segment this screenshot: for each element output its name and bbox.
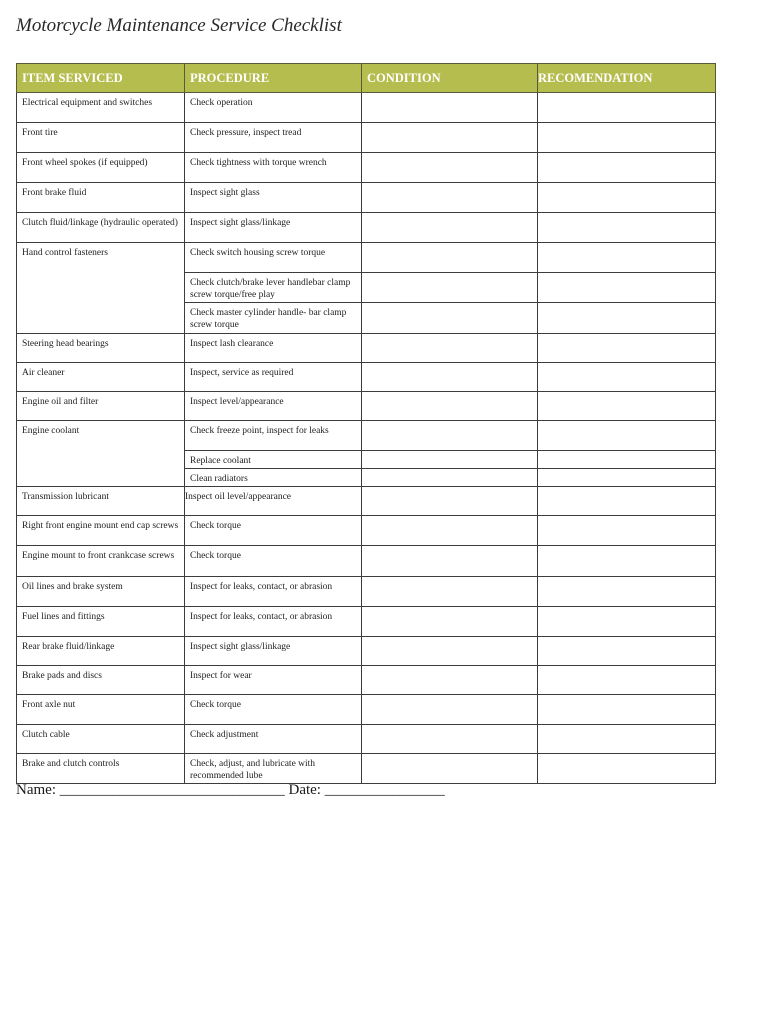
procedure-cell: Inspect sight glass <box>185 183 362 213</box>
recomendation-cell[interactable] <box>538 183 716 213</box>
item-serviced-cell: Air cleaner <box>17 363 185 392</box>
date-line[interactable]: ________________ <box>324 782 445 798</box>
recomendation-cell[interactable] <box>538 213 716 243</box>
procedure-cell: Check adjustment <box>185 725 362 754</box>
table-row <box>17 213 716 243</box>
condition-cell[interactable] <box>362 516 538 546</box>
table-row <box>17 546 716 577</box>
recomendation-cell[interactable] <box>538 637 716 666</box>
condition-cell[interactable] <box>362 546 538 577</box>
table-row <box>17 637 716 666</box>
name-label: Name: <box>16 782 56 798</box>
table-row <box>17 392 716 421</box>
procedure-cell: Check torque <box>185 516 362 546</box>
column-header-item-serviced: ITEM SERVICED <box>17 64 185 93</box>
item-serviced-cell: Front brake fluid <box>17 183 185 213</box>
table-header-row <box>17 64 716 93</box>
item-serviced-cell: Front tire <box>17 123 185 153</box>
procedure-cell: Check tightness with torque wrench <box>185 153 362 183</box>
recomendation-cell[interactable] <box>538 516 716 546</box>
item-serviced-cell: Right front engine mount end cap screws <box>17 516 185 546</box>
table-row <box>17 487 716 516</box>
recomendation-cell[interactable] <box>538 487 716 516</box>
procedure-cell: Inspect oil level/appearance <box>185 487 362 516</box>
condition-cell[interactable] <box>362 93 538 123</box>
procedure-cell: Check torque <box>185 695 362 725</box>
item-serviced-cell: Engine oil and filter <box>17 392 185 421</box>
column-header-recomendation: RECOMENDATION <box>538 64 716 93</box>
item-serviced-cell: Hand control fasteners <box>17 243 185 334</box>
table-row <box>17 153 716 183</box>
recomendation-cell[interactable] <box>538 334 716 363</box>
item-serviced-cell: Oil lines and brake system <box>17 577 185 607</box>
recomendation-cell[interactable] <box>538 469 716 487</box>
procedure-cell: Replace coolant <box>185 451 362 469</box>
procedure-cell: Check, adjust, and lubricate with recommended lube <box>185 754 362 784</box>
recomendation-cell[interactable] <box>538 725 716 754</box>
table-row <box>17 123 716 153</box>
item-serviced-cell: Clutch cable <box>17 725 185 754</box>
recomendation-cell[interactable] <box>538 243 716 273</box>
procedure-cell: Check freeze point, inspect for leaks <box>185 421 362 451</box>
recomendation-cell[interactable] <box>538 577 716 607</box>
procedure-cell: Clean radiators <box>185 469 362 487</box>
table-row <box>17 577 716 607</box>
condition-cell[interactable] <box>362 213 538 243</box>
page-title: Motorcycle Maintenance Service Checklist <box>16 15 342 36</box>
item-serviced-cell: Engine coolant <box>17 421 185 487</box>
column-header-condition: CONDITION <box>362 64 538 93</box>
condition-cell[interactable] <box>362 754 538 784</box>
table-row <box>17 183 716 213</box>
condition-cell[interactable] <box>362 666 538 695</box>
procedure-cell: Inspect for wear <box>185 666 362 695</box>
condition-cell[interactable] <box>362 469 538 487</box>
item-serviced-cell: Fuel lines and fittings <box>17 607 185 637</box>
table-row <box>17 516 716 546</box>
procedure-cell: Check operation <box>185 93 362 123</box>
procedure-cell: Inspect for leaks, contact, or abrasion <box>185 577 362 607</box>
condition-cell[interactable] <box>362 334 538 363</box>
signature-footer <box>16 782 445 799</box>
condition-cell[interactable] <box>362 695 538 725</box>
table-row <box>17 666 716 695</box>
procedure-cell: Inspect sight glass/linkage <box>185 637 362 666</box>
table-row <box>17 363 716 392</box>
procedure-cell: Inspect level/appearance <box>185 392 362 421</box>
procedure-cell: Inspect lash clearance <box>185 334 362 363</box>
recomendation-cell[interactable] <box>538 123 716 153</box>
item-serviced-cell: Clutch fluid/linkage (hydraulic operated) <box>17 213 185 243</box>
condition-cell[interactable] <box>362 273 538 303</box>
recomendation-cell[interactable] <box>538 695 716 725</box>
item-serviced-cell: Brake pads and discs <box>17 666 185 695</box>
date-label: Date: <box>288 782 321 798</box>
condition-cell[interactable] <box>362 243 538 273</box>
procedure-cell: Inspect, service as required <box>185 363 362 392</box>
item-serviced-cell: Brake and clutch controls <box>17 754 185 784</box>
item-serviced-cell: Transmission lubricant <box>17 487 185 516</box>
condition-cell[interactable] <box>362 363 538 392</box>
name-line[interactable]: ______________________________ <box>59 782 285 798</box>
recomendation-cell[interactable] <box>538 392 716 421</box>
checklist-table <box>16 63 716 784</box>
table-row <box>17 725 716 754</box>
item-serviced-cell: Rear brake fluid/linkage <box>17 637 185 666</box>
item-serviced-cell: Electrical equipment and switches <box>17 93 185 123</box>
procedure-cell: Check clutch/brake lever handlebar clamp screw torque/free play <box>185 273 362 303</box>
condition-cell[interactable] <box>362 607 538 637</box>
recomendation-cell[interactable] <box>538 754 716 784</box>
table-row <box>17 243 716 273</box>
procedure-cell: Check switch housing screw torque <box>185 243 362 273</box>
procedure-cell: Check master cylinder handle- bar clamp screw torque <box>185 303 362 334</box>
recomendation-cell[interactable] <box>538 546 716 577</box>
condition-cell[interactable] <box>362 637 538 666</box>
item-serviced-cell: Front axle nut <box>17 695 185 725</box>
recomendation-cell[interactable] <box>538 303 716 334</box>
condition-cell[interactable] <box>362 183 538 213</box>
recomendation-cell[interactable] <box>538 666 716 695</box>
recomendation-cell[interactable] <box>538 153 716 183</box>
condition-cell[interactable] <box>362 725 538 754</box>
condition-cell[interactable] <box>362 421 538 451</box>
procedure-cell: Check pressure, inspect tread <box>185 123 362 153</box>
condition-cell[interactable] <box>362 487 538 516</box>
condition-cell[interactable] <box>362 303 538 334</box>
condition-cell[interactable] <box>362 153 538 183</box>
item-serviced-cell: Front wheel spokes (if equipped) <box>17 153 185 183</box>
procedure-cell: Check torque <box>185 546 362 577</box>
procedure-cell: Inspect sight glass/linkage <box>185 213 362 243</box>
table-row <box>17 754 716 784</box>
condition-cell[interactable] <box>362 577 538 607</box>
recomendation-cell[interactable] <box>538 607 716 637</box>
recomendation-cell[interactable] <box>538 273 716 303</box>
procedure-cell: Inspect for leaks, contact, or abrasion <box>185 607 362 637</box>
item-serviced-cell: Steering head bearings <box>17 334 185 363</box>
table-row <box>17 695 716 725</box>
table-row <box>17 93 716 123</box>
table-row <box>17 334 716 363</box>
column-header-procedure: PROCEDURE <box>185 64 362 93</box>
recomendation-cell[interactable] <box>538 93 716 123</box>
item-serviced-cell: Engine mount to front crankcase screws <box>17 546 185 577</box>
table-row <box>17 421 716 451</box>
recomendation-cell[interactable] <box>538 363 716 392</box>
table-row <box>17 607 716 637</box>
condition-cell[interactable] <box>362 392 538 421</box>
condition-cell[interactable] <box>362 123 538 153</box>
recomendation-cell[interactable] <box>538 421 716 451</box>
table-body <box>17 93 716 784</box>
recomendation-cell[interactable] <box>538 451 716 469</box>
condition-cell[interactable] <box>362 451 538 469</box>
